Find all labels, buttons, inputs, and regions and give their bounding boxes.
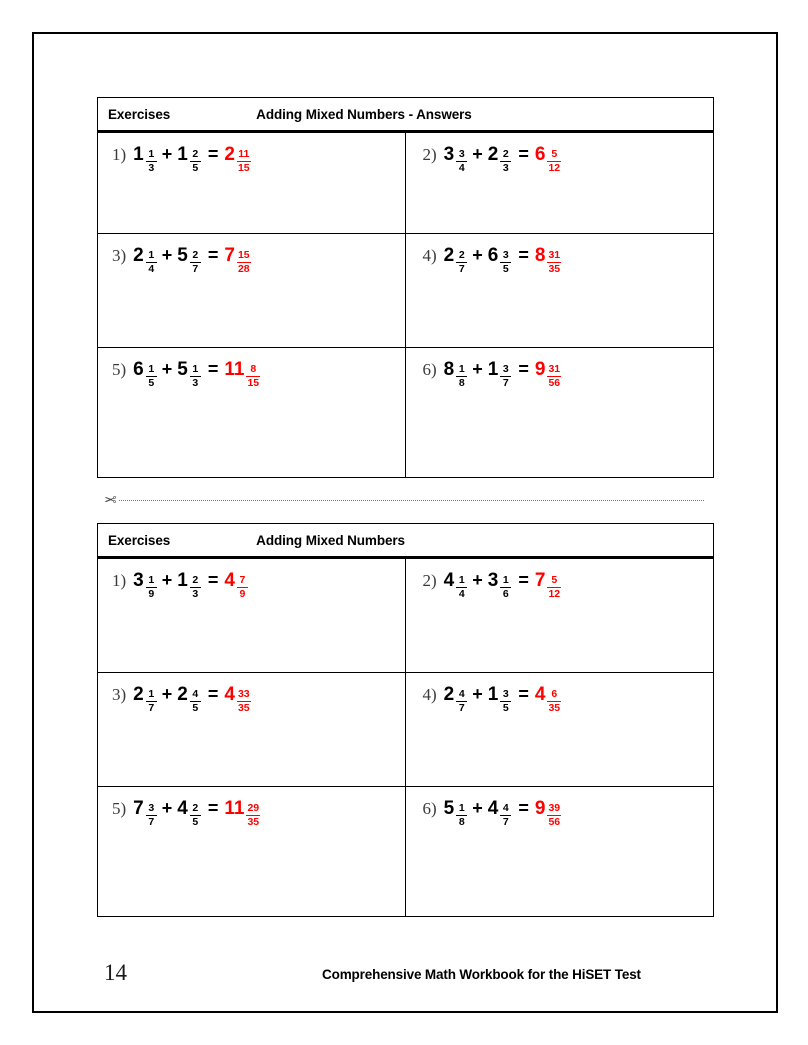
problem-number: 5): [112, 360, 127, 379]
answer-value: [535, 685, 561, 717]
scissors-icon: ✂: [104, 492, 117, 509]
plus-operator: +: [161, 359, 173, 379]
first-operand: [133, 685, 157, 717]
denominator: 35: [548, 701, 561, 714]
fraction-part: [237, 689, 251, 714]
plus-operator: +: [161, 245, 173, 265]
cut-line: [104, 493, 704, 508]
whole-part: 1: [487, 359, 499, 380]
whole-part: 7: [534, 570, 546, 591]
numerator: 1: [148, 363, 155, 375]
denominator: 15: [247, 376, 260, 389]
numerator: 1: [148, 574, 155, 586]
fraction-part: [456, 364, 467, 389]
equals-operator: =: [207, 245, 219, 265]
whole-part: 6: [487, 245, 499, 266]
whole-part: 2: [443, 245, 455, 266]
denominator: 56: [548, 815, 561, 828]
denominator: 12: [548, 587, 561, 600]
plus-operator: +: [161, 144, 173, 164]
worksheet-answers: [97, 97, 714, 478]
worksheet-blank: [97, 523, 714, 917]
numerator: 29: [247, 802, 260, 814]
first-operand: [444, 685, 468, 717]
denominator: 3: [192, 587, 199, 600]
fraction-part: [500, 575, 511, 600]
whole-part: 1: [487, 684, 499, 705]
fraction-part: [146, 803, 157, 828]
first-operand: [444, 360, 468, 392]
denominator: 35: [548, 262, 561, 275]
denominator: 8: [458, 376, 465, 389]
problem-number: 3): [112, 246, 127, 265]
equals-operator: =: [207, 684, 219, 704]
numerator: 5: [551, 148, 558, 160]
numerator: 3: [502, 249, 509, 261]
denominator: 5: [192, 815, 199, 828]
second-operand: [488, 571, 512, 603]
denominator: 7: [148, 701, 155, 714]
denominator: 3: [502, 161, 509, 174]
whole-part: 4: [224, 570, 235, 591]
whole-part: 4: [177, 798, 188, 819]
numerator: 1: [148, 148, 155, 160]
problem-expression: [112, 145, 405, 177]
fraction-part: [237, 149, 251, 174]
numerator: 3: [502, 363, 509, 375]
fraction-part: [190, 803, 201, 828]
numerator: 3: [502, 688, 509, 700]
numerator: 39: [548, 802, 561, 814]
problem-expression: [423, 799, 714, 831]
table-row: [98, 559, 713, 673]
plus-operator: +: [472, 245, 483, 265]
whole-part: 4: [224, 684, 235, 705]
fraction-part: [456, 250, 467, 275]
denominator: 5: [502, 262, 509, 275]
problem-cell[interactable]: [406, 348, 714, 477]
answer-value: [224, 799, 260, 831]
problem-expression: [112, 685, 405, 717]
denominator: 7: [148, 815, 155, 828]
problem-cell[interactable]: [98, 348, 406, 477]
whole-part: 2: [133, 684, 144, 705]
numerator: 8: [250, 363, 257, 375]
fraction-part: [456, 803, 467, 828]
whole-part: 6: [133, 359, 144, 380]
denominator: 6: [502, 587, 509, 600]
fraction-part: [237, 250, 251, 275]
page-number: 14: [104, 960, 127, 985]
problem-number: 2): [422, 145, 437, 164]
fraction-part: [190, 364, 201, 389]
problem-number: 1): [112, 145, 127, 164]
problem-cell[interactable]: [406, 787, 714, 916]
denominator: 35: [247, 815, 260, 828]
problem-expression: [112, 571, 405, 603]
answer-value: [535, 571, 561, 603]
fraction-part: [547, 364, 561, 389]
problem-number: 1): [112, 571, 127, 590]
denominator: 4: [148, 262, 155, 275]
table-row: [98, 234, 713, 348]
second-operand: [177, 799, 201, 831]
whole-part: 1: [133, 144, 144, 165]
numerator: 7: [239, 574, 246, 586]
numerator: 2: [192, 574, 199, 586]
table-row: [98, 673, 713, 787]
denominator: 7: [458, 262, 465, 275]
whole-part: 7: [133, 798, 144, 819]
problem-cell[interactable]: [98, 787, 406, 916]
numerator: 1: [458, 363, 465, 375]
numerator: 15: [237, 249, 250, 261]
table-row: [98, 348, 713, 477]
page-footer: [34, 953, 776, 993]
fraction-part: [246, 803, 260, 828]
second-operand: [177, 685, 201, 717]
first-operand: [133, 360, 157, 392]
whole-part: 11: [224, 798, 245, 819]
denominator: 5: [192, 701, 199, 714]
second-operand: [488, 685, 512, 717]
equals-operator: =: [518, 245, 529, 265]
whole-part: 7: [224, 245, 235, 266]
answer-value: [535, 145, 561, 177]
denominator: 8: [458, 815, 465, 828]
plus-operator: +: [161, 570, 173, 590]
fraction-part: [500, 149, 511, 174]
fraction-part: [547, 803, 561, 828]
equals-operator: =: [207, 144, 219, 164]
fraction-part: [547, 689, 561, 714]
denominator: 3: [192, 376, 199, 389]
problem-cell[interactable]: [98, 559, 406, 672]
denominator: 12: [548, 161, 561, 174]
denominator: 5: [148, 376, 155, 389]
worksheet-title: Adding Mixed Numbers: [256, 532, 405, 548]
problem-number: 2): [422, 571, 437, 590]
whole-part: 3: [443, 144, 455, 165]
plus-operator: +: [161, 798, 173, 818]
answer-value: [224, 685, 250, 717]
second-operand: [177, 571, 201, 603]
equals-operator: =: [518, 144, 529, 164]
problem-cell[interactable]: [406, 234, 714, 347]
whole-part: 5: [443, 798, 455, 819]
denominator: 7: [192, 262, 199, 275]
cut-line-dots: [119, 499, 704, 501]
worksheet-title: Adding Mixed Numbers - Answers: [256, 106, 472, 122]
numerator: 2: [192, 148, 199, 160]
answer-value: [224, 145, 250, 177]
denominator: 9: [148, 587, 155, 600]
exercises-label: Exercises: [108, 532, 171, 548]
plus-operator: +: [472, 798, 483, 818]
problem-expression: [112, 246, 405, 278]
fraction-part: [237, 575, 248, 600]
denominator: 35: [237, 701, 250, 714]
denominator: 4: [458, 587, 465, 600]
second-operand: [488, 799, 512, 831]
problem-cell[interactable]: [98, 133, 406, 233]
fraction-part: [190, 689, 201, 714]
equals-operator: =: [518, 798, 529, 818]
book-title: Comprehensive Math Workbook for the HiSET Test: [322, 967, 641, 982]
whole-part: 8: [534, 245, 546, 266]
second-operand: [177, 246, 201, 278]
fraction-part: [190, 149, 201, 174]
denominator: 7: [458, 701, 465, 714]
problem-expression: [423, 145, 714, 177]
second-operand: [488, 246, 512, 278]
equals-operator: =: [518, 684, 529, 704]
denominator: 5: [502, 701, 509, 714]
fraction-part: [456, 149, 467, 174]
denominator: 5: [192, 161, 199, 174]
fraction-part: [246, 364, 260, 389]
plus-operator: +: [472, 359, 483, 379]
whole-part: 2: [177, 684, 188, 705]
equals-operator: =: [518, 359, 529, 379]
numerator: 11: [238, 148, 250, 160]
answer-value: [224, 360, 260, 392]
first-operand: [444, 799, 468, 831]
fraction-part: [500, 689, 511, 714]
whole-part: 5: [177, 359, 188, 380]
answer-value: [224, 571, 248, 603]
table-row: [98, 787, 713, 916]
problem-number: 4): [422, 685, 437, 704]
first-operand: [444, 246, 468, 278]
whole-part: 5: [177, 245, 188, 266]
equals-operator: =: [207, 798, 219, 818]
denominator: 7: [502, 815, 509, 828]
answer-value: [535, 246, 561, 278]
first-operand: [133, 571, 157, 603]
problem-number: 6): [422, 799, 437, 818]
problem-number: 3): [112, 685, 127, 704]
numerator: 2: [502, 148, 509, 160]
denominator: 9: [239, 587, 246, 600]
fraction-part: [146, 689, 157, 714]
problem-cell[interactable]: [406, 133, 714, 233]
first-operand: [133, 145, 157, 177]
numerator: 1: [458, 574, 465, 586]
equals-operator: =: [518, 570, 529, 590]
problem-cell[interactable]: [406, 559, 714, 672]
plus-operator: +: [472, 144, 483, 164]
first-operand: [133, 246, 157, 278]
whole-part: 1: [177, 570, 188, 591]
fraction-part: [190, 575, 201, 600]
numerator: 3: [458, 148, 465, 160]
plus-operator: +: [472, 570, 483, 590]
numerator: 2: [192, 802, 199, 814]
fraction-part: [500, 250, 511, 275]
numerator: 4: [192, 688, 199, 700]
answer-value: [535, 799, 561, 831]
problem-expression: [423, 685, 714, 717]
fraction-part: [190, 250, 201, 275]
numerator: 33: [237, 688, 250, 700]
numerator: 1: [148, 688, 155, 700]
whole-part: 3: [487, 570, 499, 591]
denominator: 3: [148, 161, 155, 174]
fraction-part: [547, 149, 561, 174]
second-operand: [177, 360, 201, 392]
answer-value: [535, 360, 561, 392]
table-row: [98, 133, 713, 234]
page-sheet: [32, 32, 778, 1013]
problem-expression: [112, 360, 405, 392]
exercises-label: Exercises: [108, 106, 171, 122]
first-operand: [444, 145, 468, 177]
numerator: 31: [548, 249, 561, 261]
answer-value: [224, 246, 250, 278]
plus-operator: +: [472, 684, 483, 704]
second-operand: [177, 145, 201, 177]
denominator: 7: [502, 376, 509, 389]
numerator: 2: [458, 249, 465, 261]
whole-part: 1: [177, 144, 188, 165]
denominator: 15: [237, 161, 250, 174]
whole-part: 9: [534, 798, 546, 819]
problem-expression: [423, 360, 714, 392]
denominator: 4: [458, 161, 465, 174]
problem-expression: [112, 799, 405, 831]
whole-part: 4: [443, 570, 455, 591]
problem-cell[interactable]: [98, 234, 406, 347]
whole-part: 2: [224, 144, 235, 165]
whole-part: 2: [133, 245, 144, 266]
numerator: 1: [458, 802, 465, 814]
first-operand: [444, 571, 468, 603]
denominator: 56: [548, 376, 561, 389]
numerator: 1: [148, 249, 155, 261]
fraction-part: [500, 364, 511, 389]
fraction-part: [456, 689, 467, 714]
numerator: 1: [502, 574, 509, 586]
denominator: 28: [237, 262, 250, 275]
whole-part: 3: [133, 570, 144, 591]
numerator: 6: [551, 688, 558, 700]
fraction-part: [146, 575, 157, 600]
numerator: 1: [192, 363, 199, 375]
numerator: 3: [148, 802, 155, 814]
worksheet-blank-header: [98, 524, 713, 559]
fraction-part: [146, 364, 157, 389]
whole-part: 4: [534, 684, 546, 705]
fraction-part: [547, 250, 561, 275]
equals-operator: =: [207, 570, 219, 590]
fraction-part: [500, 803, 511, 828]
numerator: 4: [502, 802, 509, 814]
whole-part: 11: [224, 359, 245, 380]
fraction-part: [146, 149, 157, 174]
whole-part: 2: [443, 684, 455, 705]
plus-operator: +: [161, 684, 173, 704]
fraction-part: [547, 575, 561, 600]
problem-number: 5): [112, 799, 127, 818]
problem-expression: [423, 571, 714, 603]
problem-number: 4): [422, 246, 437, 265]
worksheet-answers-header: [98, 98, 713, 133]
fraction-part: [456, 575, 467, 600]
whole-part: 8: [443, 359, 455, 380]
numerator: 2: [192, 249, 199, 261]
whole-part: 4: [487, 798, 499, 819]
whole-part: 6: [534, 144, 546, 165]
whole-part: 9: [534, 359, 546, 380]
second-operand: [488, 145, 512, 177]
equals-operator: =: [207, 359, 219, 379]
problem-number: 6): [422, 360, 437, 379]
first-operand: [133, 799, 157, 831]
numerator: 5: [551, 574, 558, 586]
whole-part: 2: [487, 144, 499, 165]
problem-cell[interactable]: [98, 673, 406, 786]
second-operand: [488, 360, 512, 392]
fraction-part: [146, 250, 157, 275]
problem-expression: [423, 246, 714, 278]
numerator: 4: [458, 688, 465, 700]
problem-cell[interactable]: [406, 673, 714, 786]
numerator: 31: [548, 363, 561, 375]
